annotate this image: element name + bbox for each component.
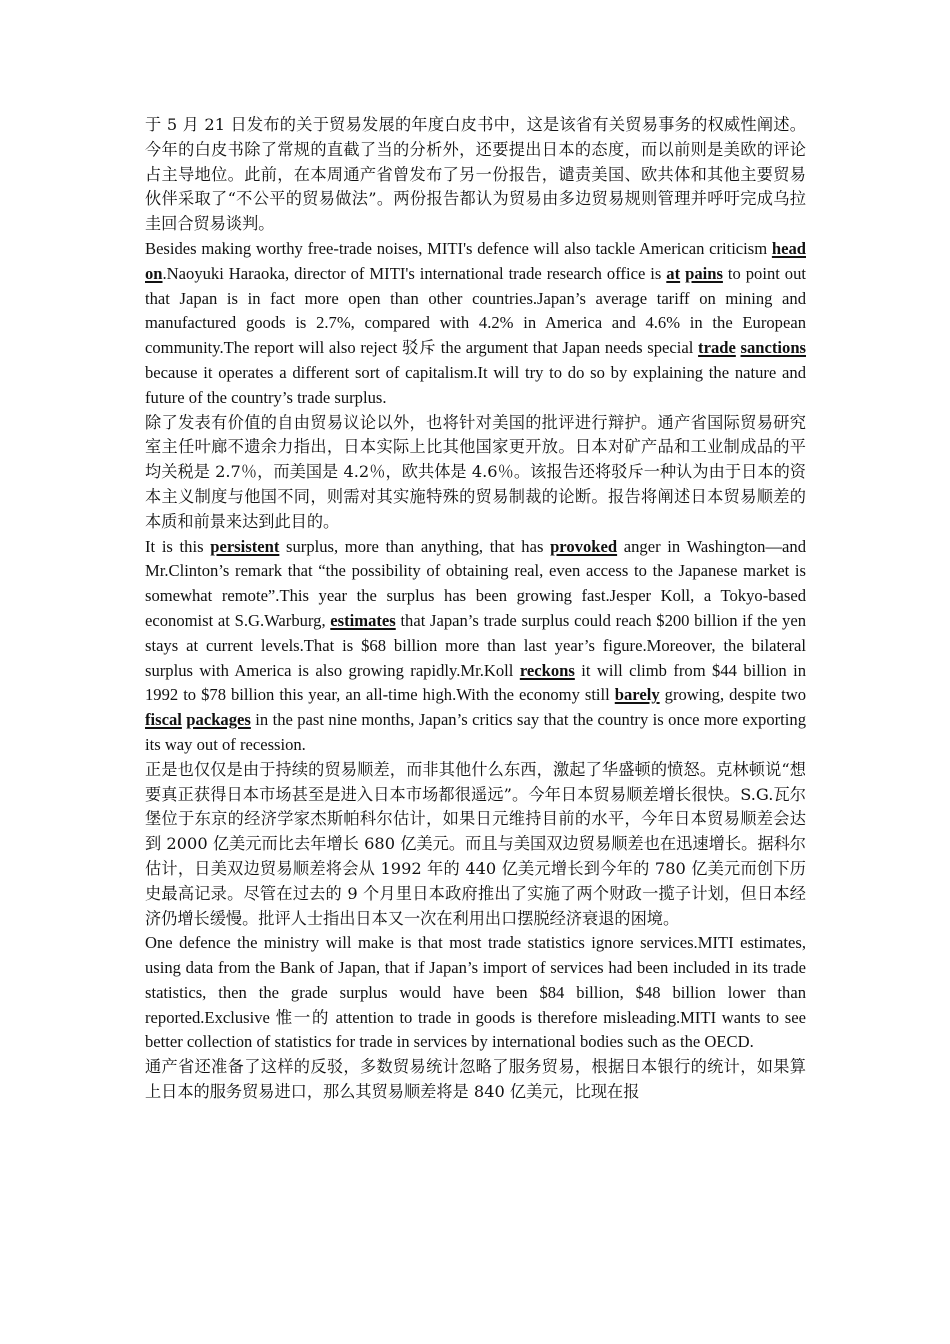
keyword-highlight: estimates xyxy=(330,610,396,630)
english-paragraph xyxy=(145,535,806,758)
paragraph-text: that Japan’s trade surplus could reach $200 billion if the yen stays at current levels.That is $68 billion more than last year’s figure.Moreover, the bilateral surplus with America is also growing rapidly.Mr.Koll xyxy=(145,610,807,680)
chinese-paragraph xyxy=(145,113,806,237)
keyword-highlight: on xyxy=(145,263,163,283)
paragraph-text: 通产省还准备了这样的反驳，多数贸易统计忽略了服务贸易，根据日本银行的统计，如果算上日本的服务贸易进口，那么其贸易顺差将是 840 亿美元，比现在报 xyxy=(145,1057,806,1102)
paragraph-text: anger in Washington—and Mr.Clinton’s remark that “the possibility of obtaining real, even access to the Japanese market is somewhat remote”.This year the surplus has been growing fast.Jesper Koll, a Tokyo-based economist at S.G.Warburg, xyxy=(145,536,806,630)
paragraph-text: One defence the ministry will make is that most trade statistics ignore services.MITI estimates, using data from the Bank of Japan, that if Japan’s import of services had been included in its trade statistics, then the grade surplus would have been $84 billion, $48 billion lower than reported.Exclusive 惟一的 attention to trade in goods is therefore misleading.MITI wants to see better collection of statistics for trade in services by international bodies such as the OECD. xyxy=(145,933,806,1052)
keyword-highlight: head xyxy=(771,238,806,258)
keyword-highlight: pains xyxy=(685,263,723,283)
keyword-highlight: packages xyxy=(186,710,251,730)
keyword-highlight: provoked xyxy=(550,536,618,556)
english-paragraph xyxy=(145,931,806,1055)
document-body xyxy=(145,113,806,1105)
english-paragraph xyxy=(145,237,806,411)
paragraph-text: surplus, more than anything, that has xyxy=(279,536,551,556)
paragraph-text: growing, despite two xyxy=(659,685,806,705)
keyword-highlight: reckons xyxy=(519,660,575,680)
paragraph-text: It is this xyxy=(145,536,211,556)
keyword-highlight: sanctions xyxy=(740,338,806,358)
chinese-paragraph xyxy=(145,1055,806,1105)
paragraph-text: 除了发表有价值的自由贸易议论以外，也将针对美国的批评进行辩护。通产省国际贸易研究室主任叶廊不遗余力指出，日本实际上比其他国家更开放。日本对矿产品和工业制成品的平均关税是 2.7％，而美国是 4.2％，欧共体是 4.6％。该报告还将驳斥一种认为由于日本的资本主义制度与他国不同，则需对其实施特殊的贸易制裁的论断。报告将阐述日本贸易顺差的本质和前景来达到此目的。 xyxy=(145,412,806,531)
paragraph-text: Besides making worthy free-trade noises, MITI's defence will also tackle American criticism xyxy=(145,238,772,258)
chinese-paragraph xyxy=(145,758,806,932)
paragraph-text: because it operates a different sort of capitalism.It will try to do so by explaining the nature and future of the country’s trade surplus. xyxy=(145,362,806,407)
keyword-highlight: persistent xyxy=(210,536,280,556)
paragraph-text: 正是也仅仅是由于持续的贸易顺差，而非其他什么东西，激起了华盛顿的愤怒。克林顿说“想要真正获得日本市场甚至是进入日本市场都很遥远”。今年日本贸易顺差增长很快。S.G.瓦尔堡位于东京的经济学家杰斯帕科尔估计，如果日元维持目前的水平，今年日本贸易顺差会达到 2000 亿美元而比去年增长 680 亿美元。而且与美国双边贸易顺差也在迅速增长。据科尔估计，日美双边贸易顺差将会从 1992 年的 440 亿美元增长到今年的 780 亿美元而创下历史最高记录。尽管在过去的 9 个月里日本政府推出了实施了两个财政一揽子计划，但日本经济仍增长缓慢。批评人士指出日本又一次在利用出口摆脱经济衰退的困境。 xyxy=(145,759,806,928)
paragraph-text: .Naoyuki Haraoka, director of MITI's international trade research office is xyxy=(162,263,667,283)
paragraph-text: 于 5 月 21 日发布的关于贸易发展的年度白皮书中，这是该省有关贸易事务的权威性阐述。今年的白皮书除了常规的直截了当的分析外，还要提出日本的态度，而以前则是美欧的评论占主导地位。此前，在本周通产省曾发布了另一份报告，谴责美国、欧共体和其他主要贸易伙伴采取了“不公平的贸易做法”。两份报告都认为贸易由多边贸易规则管理并呼吁完成乌拉圭回合贸易谈判。 xyxy=(145,115,806,234)
keyword-highlight: at xyxy=(666,263,681,283)
chinese-paragraph xyxy=(145,411,806,535)
keyword-highlight: barely xyxy=(614,685,660,705)
paragraph-text: in the past nine months, Japan’s critics say that the country is once more exporting its way out of recession. xyxy=(145,710,806,754)
keyword-highlight: trade xyxy=(698,338,736,358)
keyword-highlight: fiscal xyxy=(145,710,182,730)
paragraph-text: to point out that Japan is in fact more open than other countries.Japan’s average tariff on mining and manufactured goods is 2.7%, compared with 4.2% in America and 4.6% in the European community.The report will also reject 驳斥 the argument that Japan needs special xyxy=(145,263,807,358)
paragraph-text: it will climb from $44 billion in 1992 to $78 billion this year, an all-time high.With the economy still xyxy=(145,660,806,705)
